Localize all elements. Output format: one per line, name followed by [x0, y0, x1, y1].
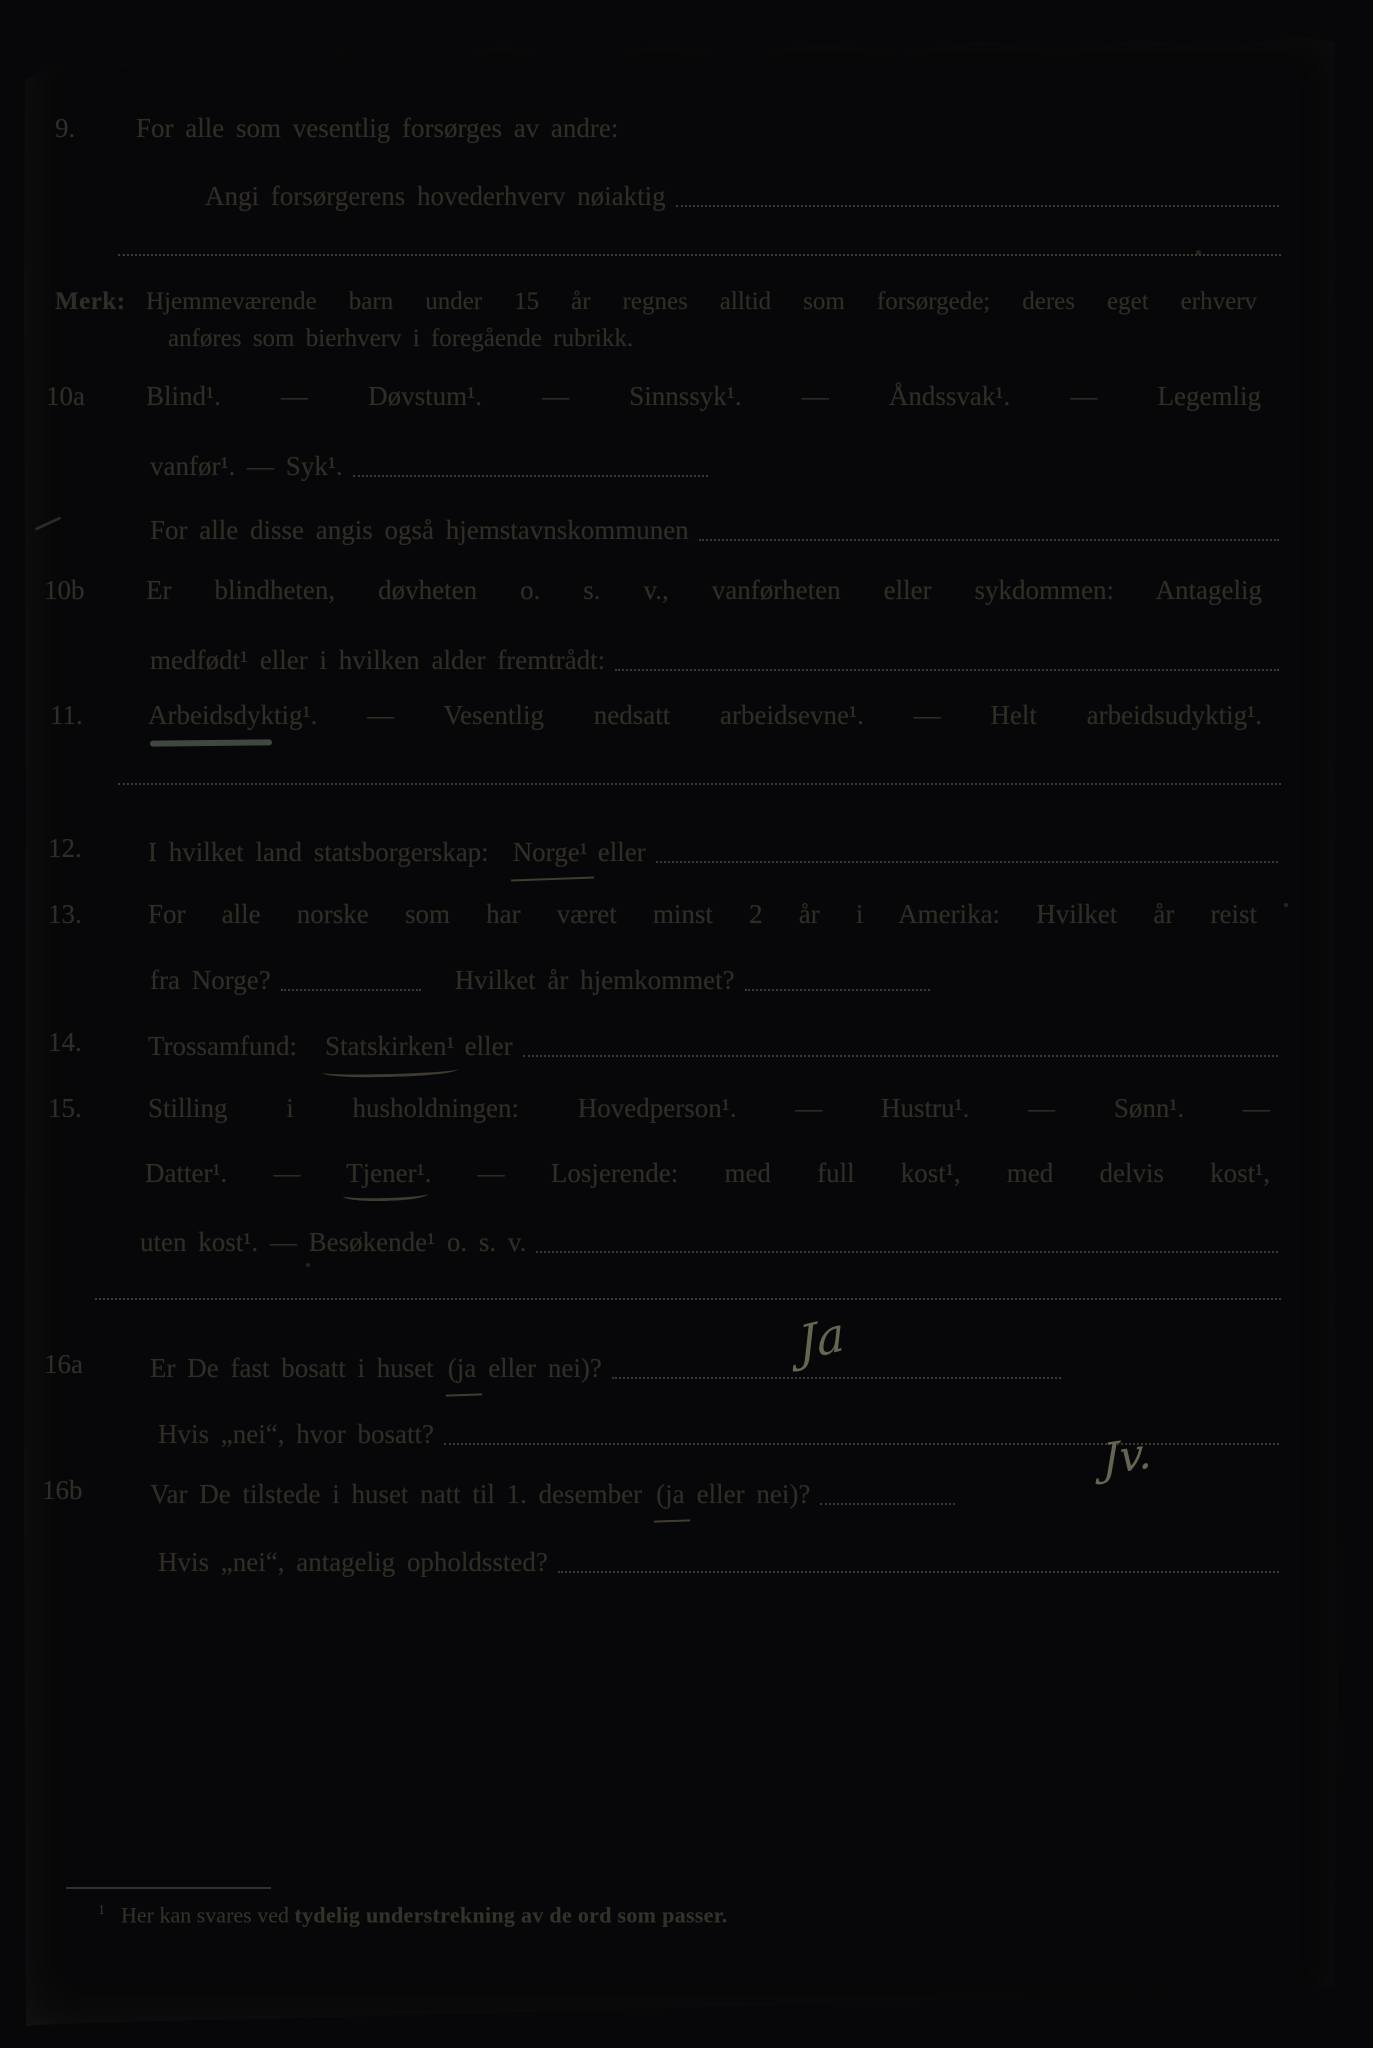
q10b-line2-text: medfødt¹ eller i hvilken alder fremtrådt: [150, 645, 606, 675]
q10a-line3-text: For alle disse angis også hjemstavnskommunen [150, 515, 689, 545]
q10a-line3 [150, 508, 1283, 548]
answer-blank-dotted [615, 669, 1279, 671]
q16a-line2-text: Hvis „nei“, hvor bosatt? [158, 1419, 434, 1449]
handwritten-answer-jv: Jv. [1101, 1427, 1153, 1487]
q14-line [148, 1024, 1282, 1064]
q13-line2 [150, 958, 1220, 998]
q16b-line1 [150, 1472, 1235, 1512]
q10a-line2-text: vanfør¹. — Syk¹. [150, 451, 343, 481]
question-number-10a: 10a [46, 381, 85, 411]
answer-blank-dotted [558, 1571, 1279, 1573]
paper-speck [1196, 250, 1201, 255]
answer-blank-dotted [444, 1443, 1279, 1445]
pencil-underlined-word: Arbeidsdyktig¹ [148, 700, 311, 730]
answer-blank-dotted [820, 1503, 955, 1505]
q15-line2-post: . — Losjerende: med full kost¹, med delvis kost¹, [424, 1158, 1270, 1188]
answer-blank-dotted [699, 539, 1279, 541]
q15-line3 [140, 1220, 1282, 1260]
answer-blank-dotted [745, 989, 930, 991]
q16a-text: Er De fast bosatt i huset [150, 1353, 434, 1383]
answer-blank-dotted [656, 861, 1278, 863]
q16b-text: Var De tilstede i huset natt til 1. desember [150, 1479, 643, 1509]
q12-line [148, 830, 1282, 870]
question-number-11: 11. [50, 700, 83, 730]
q14-text: Trossamfund: [148, 1031, 298, 1061]
q15-line3-text: uten kost¹. — Besøkende¹ o. s. v. [140, 1227, 527, 1257]
q9-line2-text: Angi forsørgerens hovederhverv nøiaktig [205, 181, 666, 211]
merk-label: Merk: [55, 288, 126, 315]
hand-underlined-word: (ja [448, 1350, 476, 1386]
q13-line1: For alle norske som har været minst 2 år i Amerika: Hvilket år reist [148, 899, 1257, 929]
answer-blank-dotted [281, 989, 421, 991]
hand-underlined-word: (ja [656, 1476, 684, 1512]
q10a-line2 [150, 444, 780, 484]
dotted-rule-3 [95, 1298, 1281, 1300]
q16a-post: eller nei)? [488, 1353, 602, 1383]
q15-line2-pre: Datter¹. — [145, 1158, 301, 1188]
stray-pencil-mark [35, 516, 62, 531]
q15-line1: Stilling i husholdningen: Hovedperson¹. — Hustru¹. — Sønn¹. — [148, 1093, 1270, 1123]
q15-line2 [145, 1155, 1270, 1195]
q12-post: eller [597, 837, 646, 867]
q9-line2 [205, 174, 1283, 214]
dotted-rule-1 [118, 254, 1281, 256]
q10b-line1: Er blindheten, døvheten o. s. v., vanførheten eller sykdommen: Antagelig [146, 575, 1262, 605]
handwritten-answer-ja: Ja [796, 1305, 847, 1374]
q9-line1: For alle som vesentlig forsørges av andre: [136, 113, 619, 143]
q12-text: I hvilket land statsborgerskap: [148, 837, 489, 867]
question-number-14: 14. [48, 1027, 82, 1057]
q14-post: eller [464, 1031, 513, 1061]
footnote-marker: 1 [98, 1903, 105, 1918]
question-number-16a: 16a [44, 1349, 83, 1379]
hand-underlined-word: Statskirken¹ [325, 1028, 455, 1064]
question-number-15: 15. [48, 1093, 82, 1123]
question-number-9: 9. [55, 113, 76, 143]
q10b-line2 [150, 638, 1283, 678]
hand-underlined-word: Tjener¹ [346, 1158, 425, 1188]
paper-speck [306, 1263, 310, 1267]
answer-blank-dotted [523, 1055, 1278, 1057]
answer-blank-dotted [536, 1251, 1278, 1253]
q16a-line1 [150, 1346, 1065, 1386]
q13-line2-text2: Hvilket år hjemkommet? [454, 965, 735, 995]
footnote [98, 1896, 728, 1930]
answer-blank-dotted [612, 1377, 1061, 1379]
question-number-10b: 10b [44, 575, 85, 605]
merk-line2: anføres som bierhverv i foregående rubrikk. [168, 325, 634, 352]
answer-blank-dotted [676, 205, 1279, 207]
q11-line [148, 697, 1262, 737]
answer-blank-dotted [353, 475, 708, 477]
question-number-16b: 16b [42, 1475, 83, 1505]
q16b-line2-text: Hvis „nei“, antagelig opholdssted? [158, 1547, 548, 1577]
paper-speck [1284, 903, 1288, 907]
question-number-13: 13. [48, 899, 82, 929]
q16b-post: eller nei)? [696, 1479, 811, 1509]
q11-rest: . — Vesentlig nedsatt arbeidsevne¹. — Helt arbeidsudyktig¹. [310, 700, 1262, 730]
hand-underlined-word: Norge¹ [513, 834, 588, 870]
footnote-text: Her kan svares ved [121, 1902, 295, 1928]
dotted-rule-2 [118, 783, 1281, 785]
question-number-12: 12. [48, 833, 82, 863]
q16b-line2 [158, 1540, 1283, 1580]
q10a-line1: Blind¹. — Døvstum¹. — Sinnssyk¹. — Åndssvak¹. — Legemlig [146, 381, 1261, 411]
footnote-bold-text: tydelig understrekning av de ord som passer. [294, 1902, 728, 1928]
footnote-rule [66, 1887, 271, 1889]
q13-line2-text1: fra Norge? [150, 965, 271, 995]
merk-line1: Hjemmeværende barn under 15 år regnes alltid som forsørgede; deres eget erhverv [146, 288, 1257, 315]
